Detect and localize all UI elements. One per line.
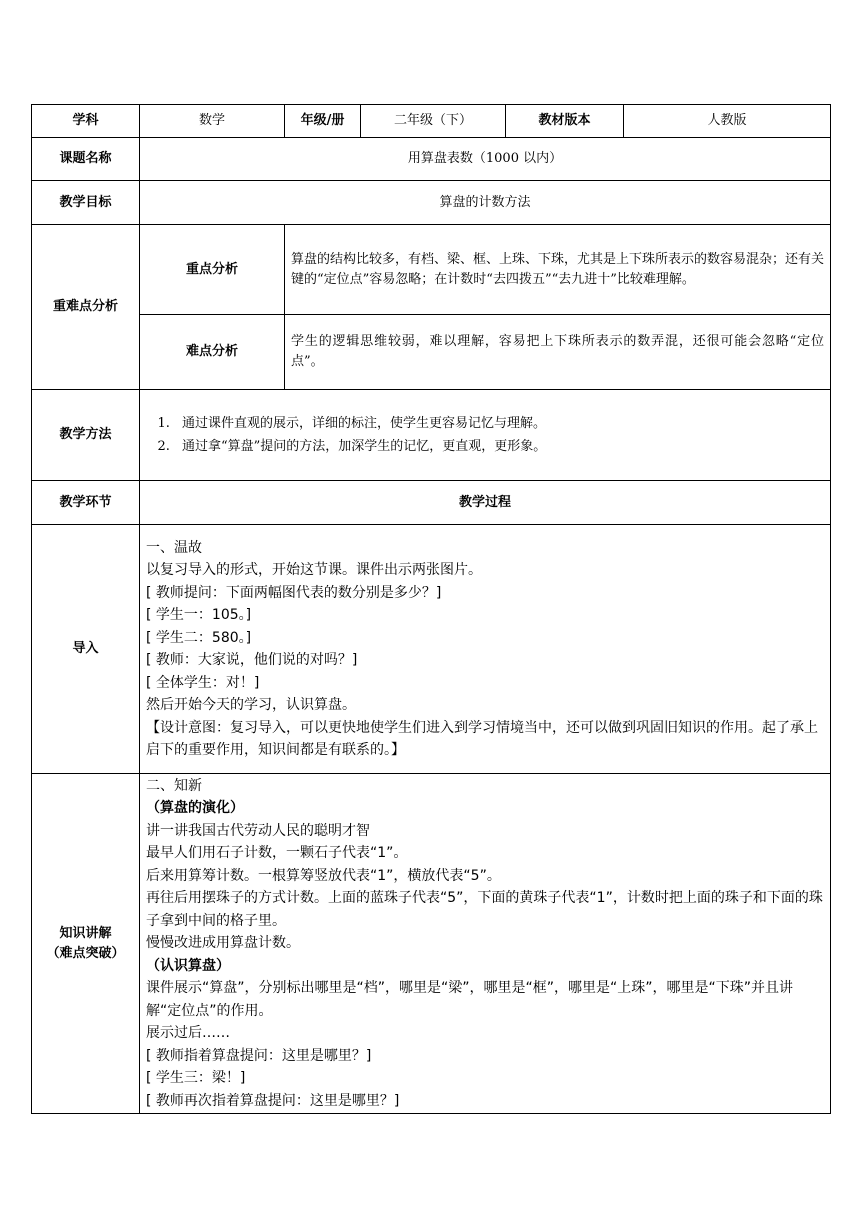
knowledge-line: 慢慢改进成用算盘计数。: [146, 935, 300, 952]
title-row: [32, 138, 831, 181]
hard-point-text: 学生的逻辑思维较弱，难以理解，容易把上下珠所表示的数弄混，还很可能会忽略“定位点”。: [285, 315, 831, 390]
knowledge-row: [32, 774, 831, 1114]
knowledge-label: [32, 774, 140, 1114]
intro-line: 一、温故: [146, 539, 202, 556]
intro-line: [ 学生一：105。]: [146, 607, 252, 623]
intro-line: 以复习导入的形式，开始这节课。课件出示两张图片。: [146, 562, 482, 578]
intro-row: [32, 525, 831, 774]
design-intent: 【设计意图：复习导入，可以更快地使学生们进入到学习情境当中，还可以做到巩固旧知识的作用。起了承上启下的重要作用，知识间都是有联系的。】: [146, 719, 818, 758]
hard-point-row: [32, 315, 831, 390]
goal-value: 算盘的计数方法: [140, 181, 831, 225]
title-label: 课题名称: [32, 138, 140, 181]
knowledge-line: [ 学生三：梁！]: [146, 1070, 246, 1087]
methods-row: [32, 390, 831, 481]
methods-list: [146, 412, 824, 458]
goal-label: 教学目标: [32, 181, 140, 225]
knowledge-line: 最早人们用石子计数，一颗石子代表“1”。: [146, 845, 408, 862]
methods-label: 教学方法: [32, 390, 140, 481]
key-point-text: 算盘的结构比较多，有档、梁、框、上珠、下珠，尤其是上下珠所表示的数容易混杂；还有关键的“定位点”容易忽略；在计数时“去四拨五”“去九进十”比较难理解。: [285, 225, 831, 315]
knowledge-line: 展示过后……: [146, 1025, 230, 1042]
lesson-plan-table: [31, 104, 831, 1114]
title-value: 用算盘表数（1000 以内）: [140, 138, 831, 181]
grade-label: 年级/册: [285, 105, 361, 138]
intro-body: [140, 525, 831, 774]
knowledge-line: 后来用算筹计数。一根算筹竖放代表“1”，横放代表“5”。: [146, 867, 501, 884]
knowledge-line: 课件展示“算盘”，分别标出哪里是“档”，哪里是“梁”，哪里是“框”，哪里是“上珠”，哪里是“下珠”并且讲解“定位点”的作用。: [146, 980, 794, 1019]
knowledge-label-line1: 知识讲解: [59, 925, 112, 941]
process-label: 教学过程: [140, 481, 831, 525]
grade-value: 二年级（下）: [361, 105, 506, 138]
intro-line: [ 学生二：580。]: [146, 629, 252, 646]
knowledge-line: 讲一讲我国古代劳动人民的聪明才智: [146, 822, 370, 839]
stage-label: 教学环节: [32, 481, 140, 525]
goal-row: [32, 181, 831, 225]
intro-line: [ 全体学生：对！]: [146, 674, 260, 691]
hard-point-label: 难点分析: [140, 315, 285, 390]
section-heading: （认识算盘）: [146, 957, 230, 974]
subject-label: 学科: [32, 105, 140, 138]
intro-label: 导入: [32, 525, 140, 774]
method-item: 2. 通过拿“算盘”提问的方法，加深学生的记忆，更直观，更形象。: [174, 435, 824, 458]
method-item: 1. 通过课件直观的展示，详细的标注，使学生更容易记忆与理解。: [174, 412, 824, 435]
knowledge-body: [140, 774, 831, 1114]
knowledge-line: [ 教师再次指着算盘提问：这里是哪里？]: [146, 1092, 400, 1109]
difficulty-label: 重难点分析: [32, 225, 140, 390]
intro-line: [ 教师：大家说，他们说的对吗？]: [146, 652, 358, 668]
process-header-row: [32, 481, 831, 525]
intro-line: [ 教师提问：下面两幅图代表的数分别是多少？]: [146, 584, 442, 601]
textbook-value: 人教版: [624, 105, 831, 138]
subject-value: 数学: [140, 105, 285, 138]
key-point-label: 重点分析: [140, 225, 285, 315]
knowledge-line: 二、知新: [146, 777, 202, 794]
knowledge-line: 再往后用摆珠子的方式计数。上面的蓝珠子代表“5”，下面的黄珠子代表“1”，计数时把上面的珠子和下面的珠子拿到中间的格子里。: [146, 890, 823, 929]
methods-cell: [140, 390, 831, 481]
key-point-row: [32, 225, 831, 315]
knowledge-line: [ 教师指着算盘提问：这里是哪里？]: [146, 1047, 372, 1064]
intro-line: 然后开始今天的学习，认识算盘。: [146, 697, 356, 713]
section-heading: （算盘的演化）: [146, 800, 244, 817]
textbook-label: 教材版本: [506, 105, 624, 138]
knowledge-label-line2: （难点突破）: [46, 945, 125, 961]
header-row: [32, 105, 831, 138]
